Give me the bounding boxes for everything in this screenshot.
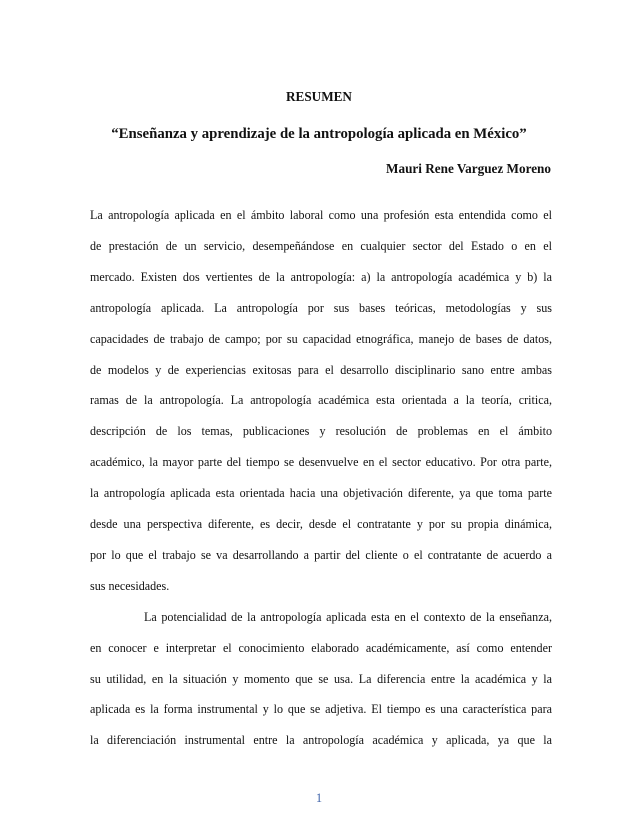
document-title: “Enseñanza y aprendizaje de la antropología aplicada en México” bbox=[111, 126, 527, 142]
paragraph-1-line: por lo que el trabajo se va desarrollando a partir del cliente o el contratante de acuerdo a bbox=[90, 547, 552, 562]
paragraph-1-line: de prestación de un servicio, desempeñándose en cualquier sector del Estado o en el bbox=[90, 238, 552, 253]
paragraph-1-line: desde una perspectiva diferente, es decir, desde el contratante y por su propia dinámica, bbox=[90, 517, 552, 531]
page-number: 1 bbox=[315, 791, 323, 805]
paragraph-2-line: su utilidad, en la situación y momento que se usa. La diferencia entre la académica y la bbox=[90, 671, 552, 686]
paragraph-1-line: capacidades de trabajo de campo; por su capacidad etnográfica, manejo de bases de datos, bbox=[90, 331, 552, 346]
paragraph-1-line: mercado. Existen dos vertientes de la antropología: a) la antropología académica y b) la bbox=[90, 269, 552, 284]
paragraph-1-line: antropología aplicada. La antropología por sus bases teóricas, metodologías y sus bbox=[90, 300, 552, 315]
paragraph-2-line: aplicada es la forma instrumental y lo que se adjetiva. El tiempo es una característica para bbox=[90, 702, 552, 717]
paragraph-2-line: La potencialidad de la antropología aplicada esta en el contexto de la enseñanza, bbox=[144, 609, 552, 624]
paragraph-1-line: la antropología aplicada esta orientada hacia una objetivación diferente, ya que toma parte bbox=[90, 486, 552, 501]
paragraph-1-line: sus necesidades. bbox=[90, 578, 170, 593]
paragraph-1-line: académico, la mayor parte del tiempo se desenvuelve en el sector educativo. Por otra parte, bbox=[90, 455, 552, 470]
author-name: Mauri Rene Varguez Moreno bbox=[386, 161, 551, 176]
paragraph-2-line: en conocer e interpretar el conocimiento elaborado académicamente, así como entender bbox=[90, 640, 552, 655]
paragraph-1-line: de modelos y de experiencias exitosas para el desarrollo disciplinario sano entre ambas bbox=[90, 362, 552, 377]
paragraph-2-line: la diferenciación instrumental entre la antropología académica y aplicada, ya que la bbox=[90, 733, 552, 748]
paragraph-1-line: descripción de los temas, publicaciones y resolución de problemas en el ámbito bbox=[90, 424, 552, 439]
paragraph-1-line: ramas de la antropología. La antropología académica esta orientada a la teoría, critica, bbox=[90, 393, 552, 408]
section-heading: RESUMEN bbox=[286, 89, 352, 104]
paragraph-1-line: La antropología aplicada en el ámbito laboral como una profesión esta entendida como el bbox=[90, 208, 552, 222]
